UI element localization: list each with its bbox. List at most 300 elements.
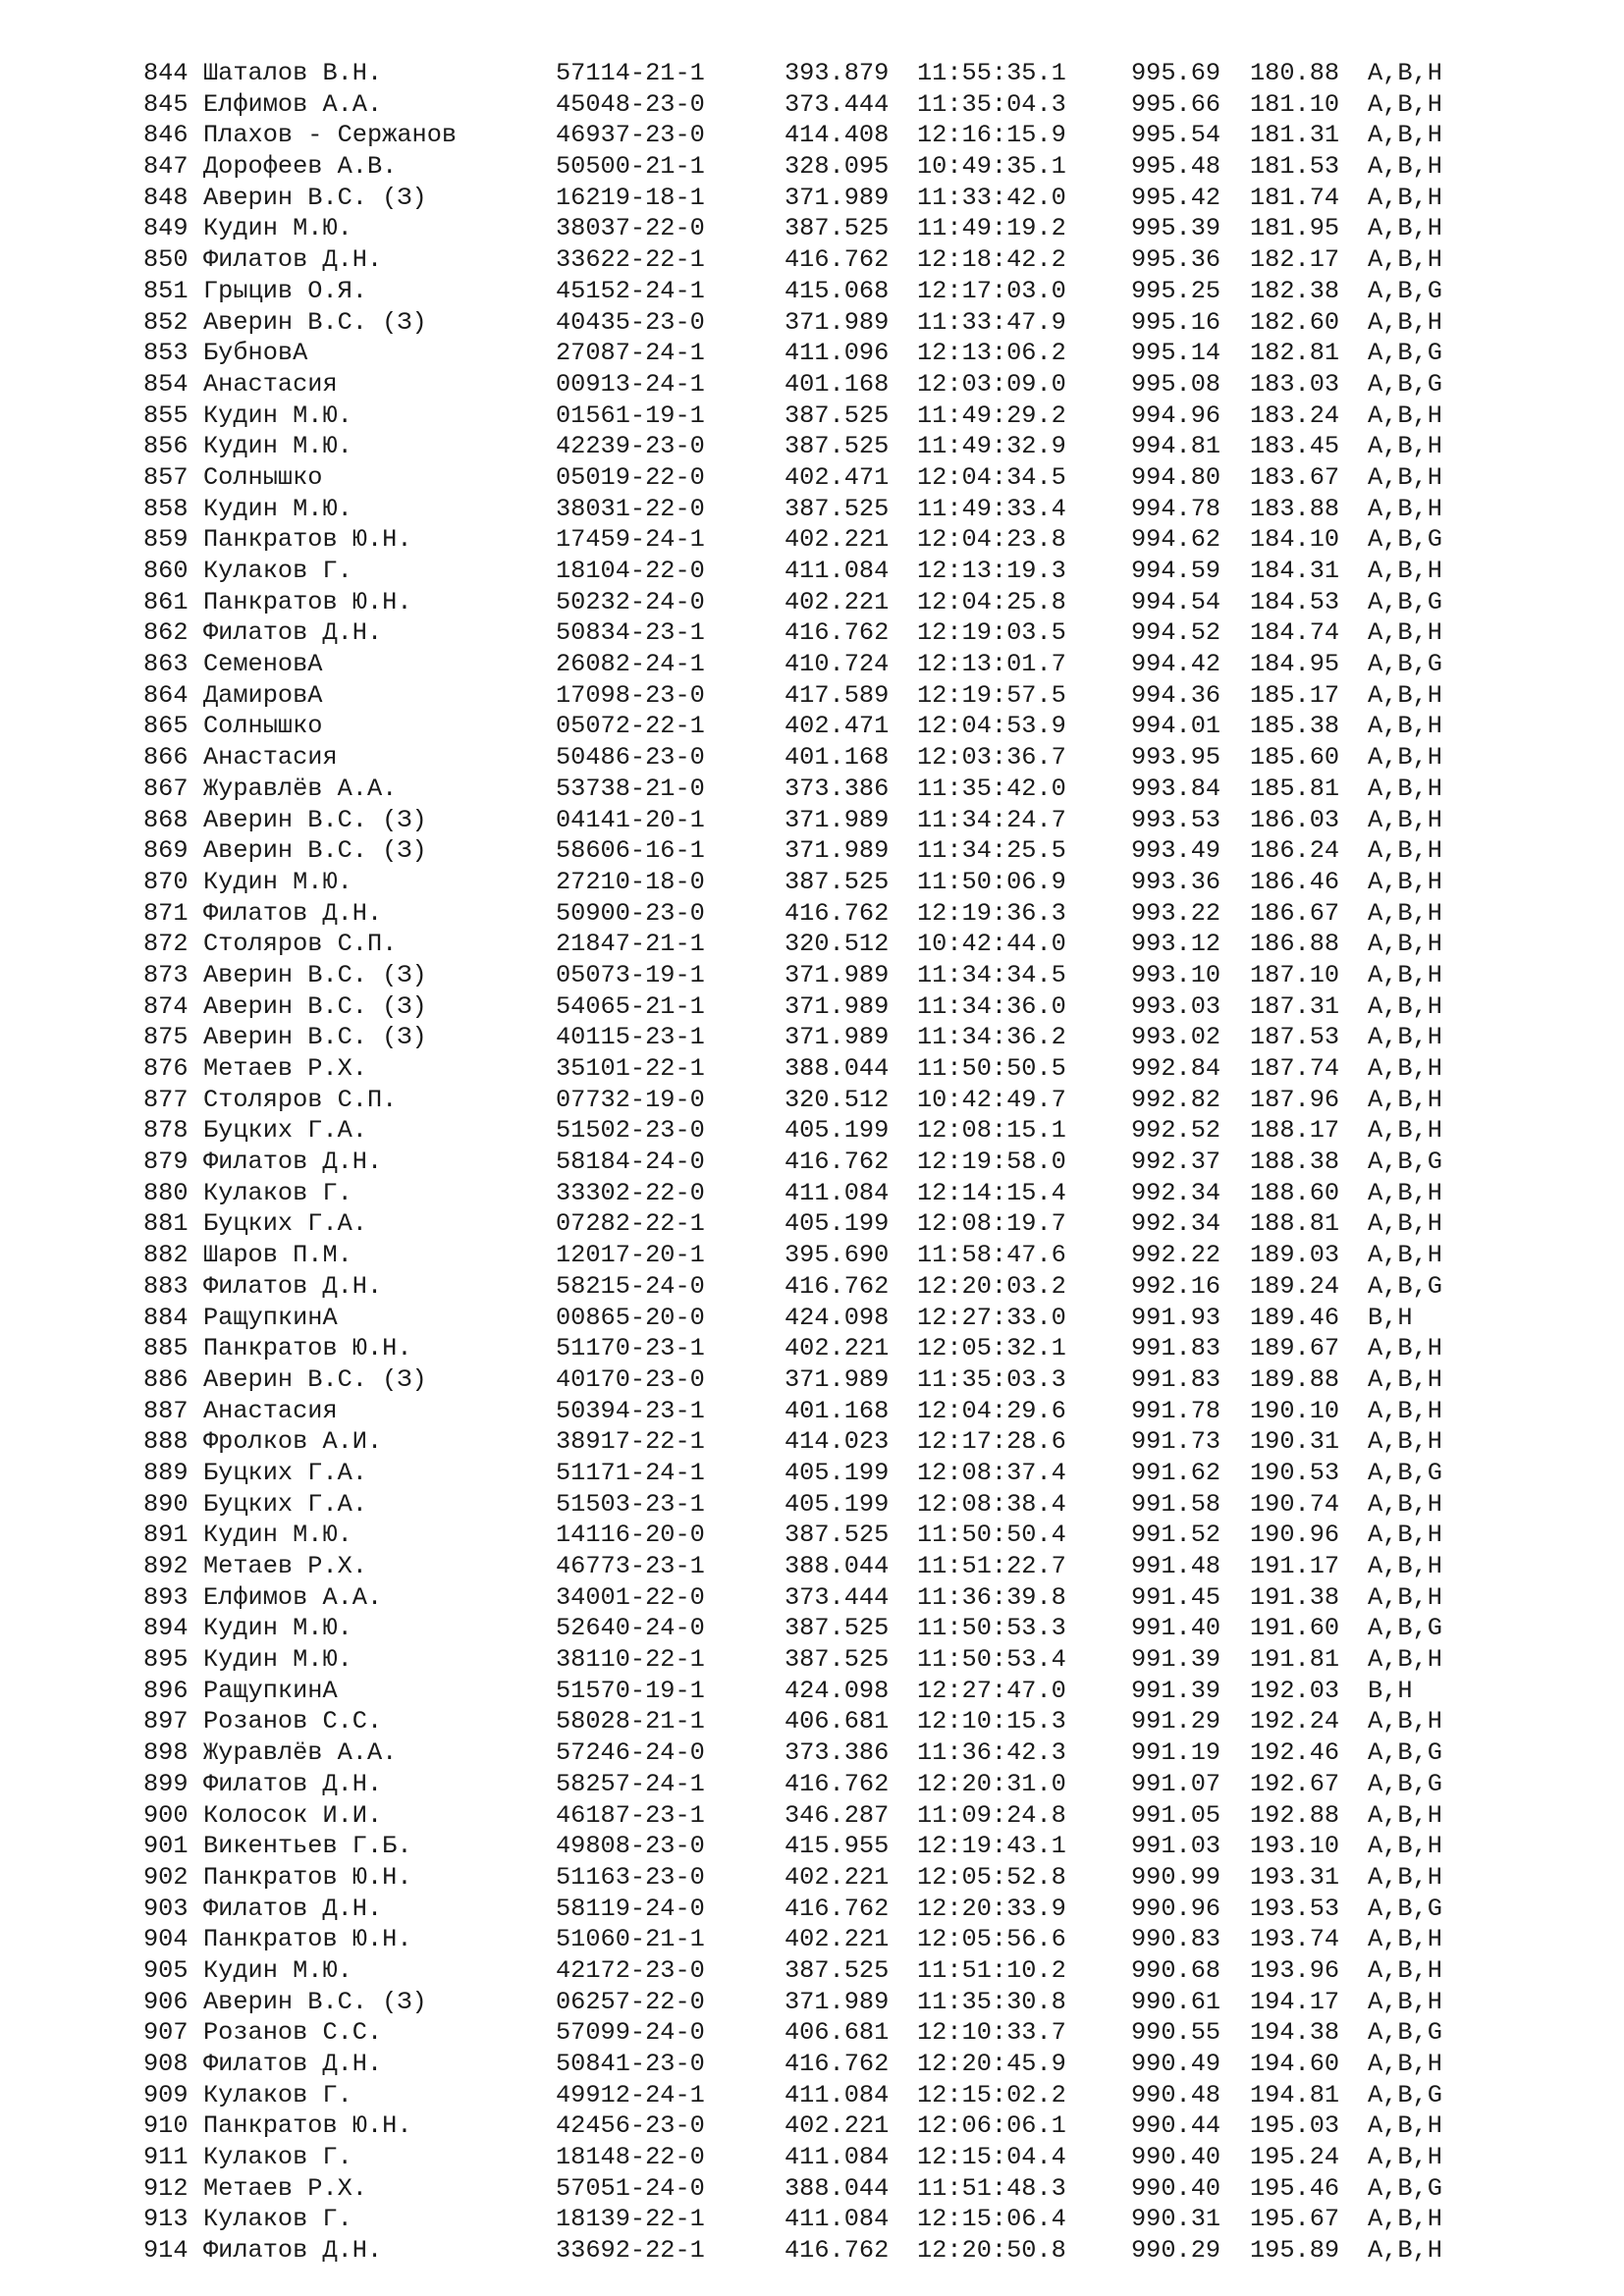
- speed-cell: 991.83: [1131, 1334, 1221, 1363]
- table-row: [143, 1862, 1518, 1894]
- rank-cell: 901: [143, 1832, 189, 1861]
- fancier-name-cell: Аверин В.С. (З): [203, 307, 427, 337]
- category-flags-cell: A,B,H: [1368, 1955, 1442, 1985]
- rank-cell: 888: [143, 1427, 189, 1457]
- table-row: [143, 1022, 1518, 1053]
- rank-cell: 845: [143, 89, 189, 119]
- distance-cell: 416.762: [785, 1769, 890, 1798]
- table-row: [143, 991, 1518, 1023]
- coefficient-cell: 183.67: [1250, 462, 1340, 492]
- speed-cell: 990.68: [1131, 1955, 1221, 1985]
- speed-cell: 995.14: [1131, 339, 1221, 368]
- speed-cell: 995.08: [1131, 369, 1221, 399]
- distance-cell: 411.084: [785, 557, 890, 585]
- category-flags-cell: A,B,H: [1368, 2236, 1442, 2266]
- rank-cell: 856: [143, 432, 189, 461]
- speed-cell: 994.80: [1131, 462, 1221, 492]
- arrival-time-cell: 12:27:33.0: [917, 1303, 1066, 1332]
- arrival-time-cell: 12:06:06.1: [917, 2111, 1066, 2141]
- fancier-name-cell: Столяров С.П.: [203, 1085, 398, 1114]
- arrival-time-cell: 11:50:50.4: [917, 1521, 1066, 1550]
- category-flags-cell: A,B,H: [1368, 1085, 1442, 1114]
- arrival-time-cell: 11:36:39.8: [917, 1582, 1066, 1612]
- rank-cell: 872: [143, 930, 189, 959]
- rank-cell: 862: [143, 618, 189, 648]
- distance-cell: 406.681: [785, 2018, 890, 2048]
- fancier-name-cell: Буцких Г.А.: [203, 1458, 367, 1487]
- arrival-time-cell: 12:13:06.2: [917, 339, 1066, 368]
- ring-number-cell: 05072-22-1: [556, 712, 705, 741]
- fancier-name-cell: Дорофеев А.В.: [203, 152, 398, 182]
- ring-number-cell: 06257-22-0: [556, 1987, 705, 2016]
- table-row: [143, 1769, 1518, 1800]
- distance-cell: 388.044: [785, 1054, 890, 1083]
- category-flags-cell: A,B,H: [1368, 1116, 1442, 1146]
- rank-cell: 911: [143, 2143, 189, 2172]
- table-row: [143, 213, 1518, 244]
- category-flags-cell: A,B,H: [1368, 400, 1442, 430]
- arrival-time-cell: 11:49:19.2: [917, 214, 1066, 243]
- coefficient-cell: 192.46: [1250, 1738, 1340, 1768]
- coefficient-cell: 194.60: [1250, 2050, 1340, 2078]
- ring-number-cell: 33302-22-0: [556, 1178, 705, 1207]
- rank-cell: 877: [143, 1085, 189, 1114]
- category-flags-cell: A,B,G: [1368, 1148, 1442, 1177]
- table-row: [143, 1396, 1518, 1427]
- category-flags-cell: A,B,H: [1368, 1334, 1442, 1363]
- category-flags-cell: A,B,H: [1368, 2111, 1442, 2141]
- distance-cell: 416.762: [785, 245, 890, 275]
- results-table: [143, 58, 1518, 2267]
- arrival-time-cell: 12:08:15.1: [917, 1116, 1066, 1146]
- ring-number-cell: 01561-19-1: [556, 400, 705, 430]
- fancier-name-cell: Филатов Д.Н.: [203, 245, 383, 275]
- ring-number-cell: 57246-24-0: [556, 1738, 705, 1768]
- speed-cell: 994.78: [1131, 494, 1221, 523]
- rank-cell: 852: [143, 307, 189, 337]
- coefficient-cell: 186.88: [1250, 930, 1340, 959]
- rank-cell: 900: [143, 1800, 189, 1830]
- table-row: [143, 1955, 1518, 1987]
- fancier-name-cell: Кулаков Г.: [203, 2205, 352, 2234]
- fancier-name-cell: Розанов С.С.: [203, 2018, 383, 2048]
- ring-number-cell: 27210-18-0: [556, 867, 705, 896]
- category-flags-cell: A,B,H: [1368, 1987, 1442, 2016]
- category-flags-cell: A,B,H: [1368, 1521, 1442, 1550]
- fancier-name-cell: Солнышко: [203, 712, 323, 741]
- table-row: [143, 1551, 1518, 1582]
- category-flags-cell: A,B,H: [1368, 1552, 1442, 1580]
- table-row: [143, 2110, 1518, 2142]
- category-flags-cell: A,B,H: [1368, 1800, 1442, 1830]
- distance-cell: 402.221: [785, 1862, 890, 1892]
- table-row: [143, 1644, 1518, 1676]
- speed-cell: 990.96: [1131, 1894, 1221, 1923]
- category-flags-cell: A,B,H: [1368, 2143, 1442, 2172]
- category-flags-cell: A,B,G: [1368, 1614, 1442, 1643]
- distance-cell: 402.221: [785, 1925, 890, 1954]
- distance-cell: 387.525: [785, 1521, 890, 1550]
- ring-number-cell: 46937-23-0: [556, 121, 705, 150]
- rank-cell: 873: [143, 960, 189, 989]
- category-flags-cell: A,B,H: [1368, 245, 1442, 275]
- table-row: [143, 2173, 1518, 2205]
- speed-cell: 990.48: [1131, 2080, 1221, 2109]
- rank-cell: 870: [143, 867, 189, 896]
- ring-number-cell: 50834-23-1: [556, 618, 705, 648]
- distance-cell: 387.525: [785, 432, 890, 461]
- coefficient-cell: 183.45: [1250, 432, 1340, 461]
- coefficient-cell: 194.17: [1250, 1987, 1340, 2016]
- category-flags-cell: A,B,G: [1368, 1738, 1442, 1768]
- rank-cell: 883: [143, 1271, 189, 1301]
- arrival-time-cell: 12:13:19.3: [917, 557, 1066, 585]
- speed-cell: 995.66: [1131, 89, 1221, 119]
- coefficient-cell: 192.88: [1250, 1800, 1340, 1830]
- arrival-time-cell: 12:05:52.8: [917, 1862, 1066, 1892]
- category-flags-cell: A,B,G: [1368, 339, 1442, 368]
- category-flags-cell: A,B,H: [1368, 2050, 1442, 2078]
- ring-number-cell: 45048-23-0: [556, 89, 705, 119]
- distance-cell: 387.525: [785, 494, 890, 523]
- category-flags-cell: A,B,H: [1368, 1862, 1442, 1892]
- rank-cell: 875: [143, 1023, 189, 1052]
- speed-cell: 991.03: [1131, 1832, 1221, 1861]
- arrival-time-cell: 11:50:53.4: [917, 1645, 1066, 1675]
- ring-number-cell: 33622-22-1: [556, 245, 705, 275]
- table-row: [143, 556, 1518, 587]
- distance-cell: 402.221: [785, 1334, 890, 1363]
- speed-cell: 993.84: [1131, 774, 1221, 803]
- category-flags-cell: A,B,G: [1368, 276, 1442, 305]
- speed-cell: 990.40: [1131, 2173, 1221, 2203]
- fancier-name-cell: СеменовА: [203, 650, 323, 679]
- coefficient-cell: 193.31: [1250, 1862, 1340, 1892]
- distance-cell: 371.989: [785, 1364, 890, 1394]
- distance-cell: 402.471: [785, 462, 890, 492]
- category-flags-cell: A,B,H: [1368, 1209, 1442, 1239]
- coefficient-cell: 183.24: [1250, 400, 1340, 430]
- distance-cell: 371.989: [785, 307, 890, 337]
- distance-cell: 373.386: [785, 1738, 890, 1768]
- distance-cell: 387.525: [785, 1955, 890, 1985]
- ring-number-cell: 51502-23-0: [556, 1116, 705, 1146]
- ring-number-cell: 21847-21-1: [556, 930, 705, 959]
- arrival-time-cell: 12:08:37.4: [917, 1458, 1066, 1487]
- category-flags-cell: A,B,H: [1368, 774, 1442, 803]
- ring-number-cell: 49808-23-0: [556, 1832, 705, 1861]
- arrival-time-cell: 12:17:03.0: [917, 276, 1066, 305]
- speed-cell: 991.62: [1131, 1458, 1221, 1487]
- ring-number-cell: 18104-22-0: [556, 557, 705, 585]
- speed-cell: 994.36: [1131, 680, 1221, 710]
- table-row: [143, 2017, 1518, 2049]
- distance-cell: 414.023: [785, 1427, 890, 1457]
- coefficient-cell: 189.67: [1250, 1334, 1340, 1363]
- distance-cell: 405.199: [785, 1209, 890, 1239]
- ring-number-cell: 51060-21-1: [556, 1925, 705, 1954]
- ring-number-cell: 42456-23-0: [556, 2111, 705, 2141]
- rank-cell: 905: [143, 1955, 189, 1985]
- category-flags-cell: A,B,G: [1368, 2018, 1442, 2048]
- arrival-time-cell: 12:20:03.2: [917, 1271, 1066, 1301]
- category-flags-cell: B,H: [1368, 1676, 1413, 1705]
- rank-cell: 908: [143, 2050, 189, 2078]
- category-flags-cell: A,B,H: [1368, 183, 1442, 212]
- ring-number-cell: 05019-22-0: [556, 462, 705, 492]
- rank-cell: 868: [143, 805, 189, 834]
- rank-cell: 858: [143, 494, 189, 523]
- arrival-time-cell: 12:19:03.5: [917, 618, 1066, 648]
- rank-cell: 913: [143, 2205, 189, 2234]
- ring-number-cell: 18139-22-1: [556, 2205, 705, 2234]
- table-row: [143, 1240, 1518, 1271]
- distance-cell: 402.471: [785, 712, 890, 741]
- coefficient-cell: 185.38: [1250, 712, 1340, 741]
- table-row: [143, 494, 1518, 525]
- arrival-time-cell: 12:19:58.0: [917, 1148, 1066, 1177]
- ring-number-cell: 58257-24-1: [556, 1769, 705, 1798]
- ring-number-cell: 40435-23-0: [556, 307, 705, 337]
- coefficient-cell: 190.74: [1250, 1489, 1340, 1519]
- ring-number-cell: 16219-18-1: [556, 183, 705, 212]
- table-row: [143, 431, 1518, 462]
- coefficient-cell: 186.24: [1250, 836, 1340, 866]
- ring-number-cell: 38110-22-1: [556, 1645, 705, 1675]
- table-row: [143, 1489, 1518, 1521]
- fancier-name-cell: Аверин В.С. (З): [203, 1023, 427, 1052]
- ring-number-cell: 52640-24-0: [556, 1614, 705, 1643]
- distance-cell: 411.096: [785, 339, 890, 368]
- speed-cell: 993.22: [1131, 898, 1221, 928]
- arrival-time-cell: 11:33:47.9: [917, 307, 1066, 337]
- arrival-time-cell: 11:35:42.0: [917, 774, 1066, 803]
- fancier-name-cell: РащупкинА: [203, 1676, 338, 1705]
- distance-cell: 424.098: [785, 1676, 890, 1705]
- distance-cell: 414.408: [785, 121, 890, 150]
- coefficient-cell: 185.81: [1250, 774, 1340, 803]
- coefficient-cell: 188.60: [1250, 1178, 1340, 1207]
- speed-cell: 994.59: [1131, 557, 1221, 585]
- ring-number-cell: 14116-20-0: [556, 1521, 705, 1550]
- distance-cell: 320.512: [785, 930, 890, 959]
- rank-cell: 886: [143, 1364, 189, 1394]
- table-row: [143, 1987, 1518, 2018]
- arrival-time-cell: 12:16:15.9: [917, 121, 1066, 150]
- table-row: [143, 1271, 1518, 1303]
- arrival-time-cell: 12:19:57.5: [917, 680, 1066, 710]
- speed-cell: 993.95: [1131, 743, 1221, 773]
- table-row: [143, 1831, 1518, 1862]
- category-flags-cell: A,B,H: [1368, 1925, 1442, 1954]
- ring-number-cell: 58028-21-1: [556, 1707, 705, 1736]
- category-flags-cell: A,B,H: [1368, 121, 1442, 150]
- distance-cell: 416.762: [785, 1271, 890, 1301]
- coefficient-cell: 182.81: [1250, 339, 1340, 368]
- distance-cell: 387.525: [785, 1645, 890, 1675]
- distance-cell: 402.221: [785, 2111, 890, 2141]
- fancier-name-cell: Кудин М.Ю.: [203, 432, 352, 461]
- rank-cell: 857: [143, 462, 189, 492]
- speed-cell: 991.29: [1131, 1707, 1221, 1736]
- speed-cell: 994.52: [1131, 618, 1221, 648]
- arrival-time-cell: 12:08:19.7: [917, 1209, 1066, 1239]
- table-row: [143, 2080, 1518, 2111]
- distance-cell: 387.525: [785, 1614, 890, 1643]
- category-flags-cell: A,B,H: [1368, 59, 1442, 87]
- distance-cell: 371.989: [785, 805, 890, 834]
- category-flags-cell: A,B,H: [1368, 494, 1442, 523]
- table-row: [143, 2204, 1518, 2235]
- coefficient-cell: 190.10: [1250, 1396, 1340, 1425]
- distance-cell: 405.199: [785, 1458, 890, 1487]
- distance-cell: 373.444: [785, 1582, 890, 1612]
- coefficient-cell: 187.10: [1250, 960, 1340, 989]
- fancier-name-cell: Колосок И.И.: [203, 1800, 383, 1830]
- rank-cell: 896: [143, 1676, 189, 1705]
- table-row: [143, 524, 1518, 556]
- coefficient-cell: 184.95: [1250, 650, 1340, 679]
- ring-number-cell: 00865-20-0: [556, 1303, 705, 1332]
- coefficient-cell: 193.53: [1250, 1894, 1340, 1923]
- category-flags-cell: A,B,G: [1368, 650, 1442, 679]
- speed-cell: 993.49: [1131, 836, 1221, 866]
- arrival-time-cell: 12:10:15.3: [917, 1707, 1066, 1736]
- rank-cell: 855: [143, 400, 189, 430]
- speed-cell: 994.42: [1131, 650, 1221, 679]
- fancier-name-cell: Кудин М.Ю.: [203, 494, 352, 523]
- category-flags-cell: A,B,H: [1368, 867, 1442, 896]
- table-row: [143, 1737, 1518, 1769]
- coefficient-cell: 195.89: [1250, 2236, 1340, 2266]
- table-row: [143, 276, 1518, 307]
- category-flags-cell: A,B,G: [1368, 587, 1442, 616]
- rank-cell: 846: [143, 121, 189, 150]
- rank-cell: 853: [143, 339, 189, 368]
- coefficient-cell: 186.67: [1250, 898, 1340, 928]
- rank-cell: 912: [143, 2173, 189, 2203]
- fancier-name-cell: Филатов Д.Н.: [203, 1769, 383, 1798]
- speed-cell: 990.55: [1131, 2018, 1221, 2048]
- table-row: [143, 1053, 1518, 1085]
- fancier-name-cell: РащупкинА: [203, 1303, 338, 1332]
- distance-cell: 416.762: [785, 2050, 890, 2078]
- distance-cell: 405.199: [785, 1116, 890, 1146]
- fancier-name-cell: Кулаков Г.: [203, 2143, 352, 2172]
- table-row: [143, 89, 1518, 121]
- table-row: [143, 960, 1518, 991]
- ring-number-cell: 50841-23-0: [556, 2050, 705, 2078]
- coefficient-cell: 188.81: [1250, 1209, 1340, 1239]
- rank-cell: 895: [143, 1645, 189, 1675]
- speed-cell: 994.81: [1131, 432, 1221, 461]
- fancier-name-cell: Аверин В.С. (З): [203, 1987, 427, 2016]
- speed-cell: 992.34: [1131, 1178, 1221, 1207]
- ring-number-cell: 33692-22-1: [556, 2236, 705, 2266]
- speed-cell: 991.39: [1131, 1676, 1221, 1705]
- table-row: [143, 1582, 1518, 1614]
- coefficient-cell: 181.31: [1250, 121, 1340, 150]
- arrival-time-cell: 11:35:03.3: [917, 1364, 1066, 1394]
- speed-cell: 993.02: [1131, 1023, 1221, 1052]
- table-row: [143, 742, 1518, 774]
- fancier-name-cell: Журавлёв А.А.: [203, 1738, 398, 1768]
- table-row: [143, 1924, 1518, 1955]
- rank-cell: 850: [143, 245, 189, 275]
- category-flags-cell: A,B,H: [1368, 991, 1442, 1021]
- arrival-time-cell: 11:51:22.7: [917, 1552, 1066, 1580]
- coefficient-cell: 192.24: [1250, 1707, 1340, 1736]
- arrival-time-cell: 11:51:48.3: [917, 2173, 1066, 2203]
- distance-cell: 415.068: [785, 276, 890, 305]
- coefficient-cell: 188.17: [1250, 1116, 1340, 1146]
- speed-cell: 993.03: [1131, 991, 1221, 1021]
- distance-cell: 411.084: [785, 1178, 890, 1207]
- table-row: [143, 587, 1518, 618]
- table-row: [143, 1333, 1518, 1364]
- coefficient-cell: 191.60: [1250, 1614, 1340, 1643]
- category-flags-cell: A,B,H: [1368, 152, 1442, 182]
- arrival-time-cell: 11:49:33.4: [917, 494, 1066, 523]
- arrival-time-cell: 11:34:36.2: [917, 1023, 1066, 1052]
- coefficient-cell: 181.95: [1250, 214, 1340, 243]
- category-flags-cell: A,B,H: [1368, 743, 1442, 773]
- fancier-name-cell: Панкратов Ю.Н.: [203, 1862, 412, 1892]
- arrival-time-cell: 12:20:31.0: [917, 1769, 1066, 1798]
- fancier-name-cell: Анастасия: [203, 743, 338, 773]
- coefficient-cell: 194.81: [1250, 2080, 1340, 2109]
- speed-cell: 993.36: [1131, 867, 1221, 896]
- rank-cell: 865: [143, 712, 189, 741]
- distance-cell: 387.525: [785, 867, 890, 896]
- category-flags-cell: A,B,H: [1368, 930, 1442, 959]
- rank-cell: 897: [143, 1707, 189, 1736]
- speed-cell: 995.42: [1131, 183, 1221, 212]
- rank-cell: 890: [143, 1489, 189, 1519]
- ring-number-cell: 35101-22-1: [556, 1054, 705, 1083]
- ring-number-cell: 46187-23-1: [556, 1800, 705, 1830]
- coefficient-cell: 193.96: [1250, 1955, 1340, 1985]
- fancier-name-cell: Панкратов Ю.Н.: [203, 1334, 412, 1363]
- rank-cell: 851: [143, 276, 189, 305]
- rank-cell: 909: [143, 2080, 189, 2109]
- fancier-name-cell: Фролков А.И.: [203, 1427, 383, 1457]
- arrival-time-cell: 12:15:02.2: [917, 2080, 1066, 2109]
- ring-number-cell: 58119-24-0: [556, 1894, 705, 1923]
- ring-number-cell: 57114-21-1: [556, 59, 705, 87]
- coefficient-cell: 184.31: [1250, 557, 1340, 585]
- category-flags-cell: A,B,G: [1368, 1458, 1442, 1487]
- speed-cell: 993.53: [1131, 805, 1221, 834]
- speed-cell: 992.22: [1131, 1241, 1221, 1270]
- ring-number-cell: 07732-19-0: [556, 1085, 705, 1114]
- fancier-name-cell: Филатов Д.Н.: [203, 1894, 383, 1923]
- distance-cell: 402.221: [785, 587, 890, 616]
- coefficient-cell: 194.38: [1250, 2018, 1340, 2048]
- category-flags-cell: A,B,H: [1368, 1832, 1442, 1861]
- distance-cell: 388.044: [785, 2173, 890, 2203]
- ring-number-cell: 42239-23-0: [556, 432, 705, 461]
- table-row: [143, 1147, 1518, 1178]
- arrival-time-cell: 12:19:36.3: [917, 898, 1066, 928]
- category-flags-cell: A,B,G: [1368, 1769, 1442, 1798]
- ring-number-cell: 51170-23-1: [556, 1334, 705, 1363]
- coefficient-cell: 184.10: [1250, 525, 1340, 555]
- coefficient-cell: 182.38: [1250, 276, 1340, 305]
- ring-number-cell: 42172-23-0: [556, 1955, 705, 1985]
- table-row: [143, 1115, 1518, 1147]
- speed-cell: 990.29: [1131, 2236, 1221, 2266]
